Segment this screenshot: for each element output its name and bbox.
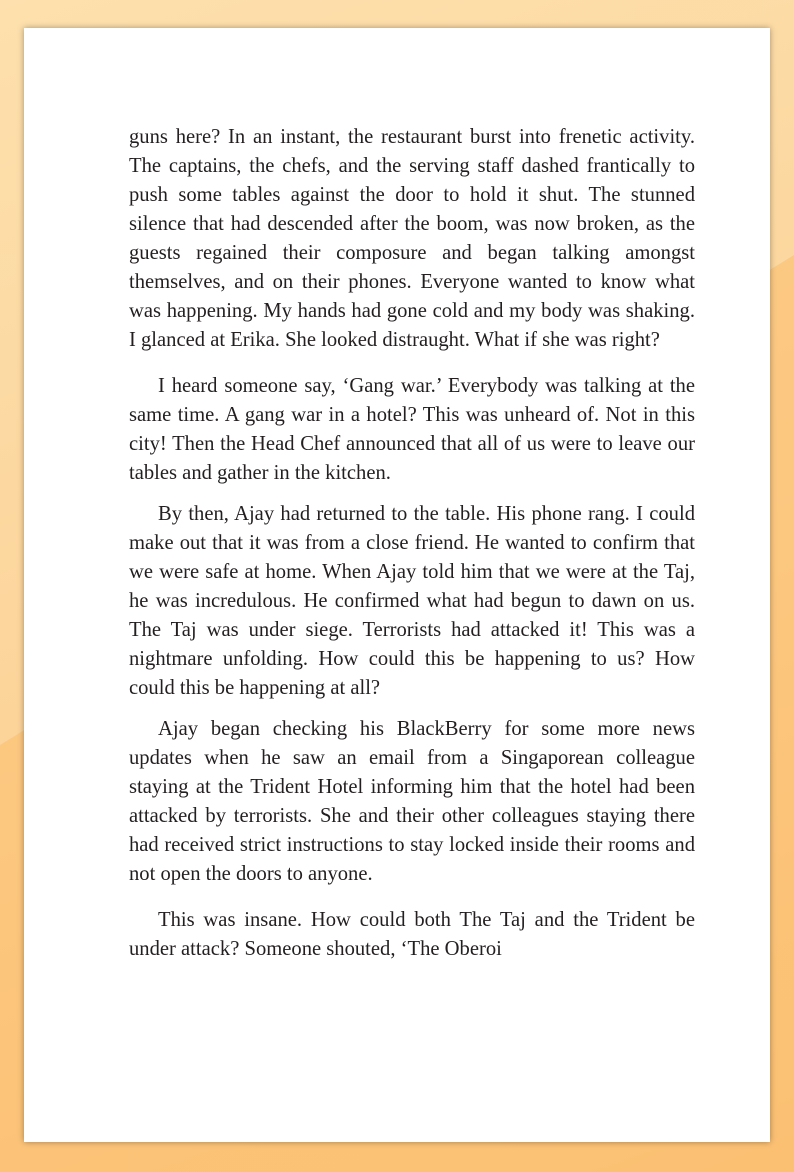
paragraph-3: By then, Ajay had returned to the table. His phone rang. I could make out that it was from a close friend. He wanted to confirm that we were safe at home. When Ajay told him that we were at the Taj, he was incredulous. He confirmed what had begun to dawn on us. The Taj was under siege. Terrorists had attacked it! This was a nightmare unfolding. How could this be happening to us? How could this be happening at all?: [129, 503, 695, 699]
book-page: [24, 28, 770, 1142]
paragraph-4: Ajay began checking his BlackBerry for some more news updates when he saw an email from a Singaporean colleague staying at the Trident Hotel informing him that the hotel had been attacked by terrorists. She and their other colleagues staying there had received strict instructions to stay locked inside their rooms and not open the doors to anyone.: [129, 718, 695, 885]
paragraph-2: I heard someone say, ‘Gang war.’ Everybody was talking at the same time. A gang war in a hotel? This was unheard of. Not in this city! Then the Head Chef announced that all of us were to leave our tables and gather in the kitchen.: [129, 375, 695, 484]
paragraph-1: guns here? In an instant, the restaurant burst into frenetic activity. The captains, the chefs, and the serving staff dashed frantically to push some tables against the door to hold it shut. The stunned silence that had descended after the boom, was now broken, as the guests regained their composure and began talking amongst themselves, and on their phones. Everyone wanted to know what was happening. My hands had gone cold and my body was shaking. I glanced at Erika. She looked distraught. What if she was right?: [129, 126, 695, 351]
paragraph-5: This was insane. How could both The Taj and the Trident be under attack? Someone shouted, ‘The Oberoi: [129, 909, 695, 960]
body-text: [129, 123, 695, 964]
